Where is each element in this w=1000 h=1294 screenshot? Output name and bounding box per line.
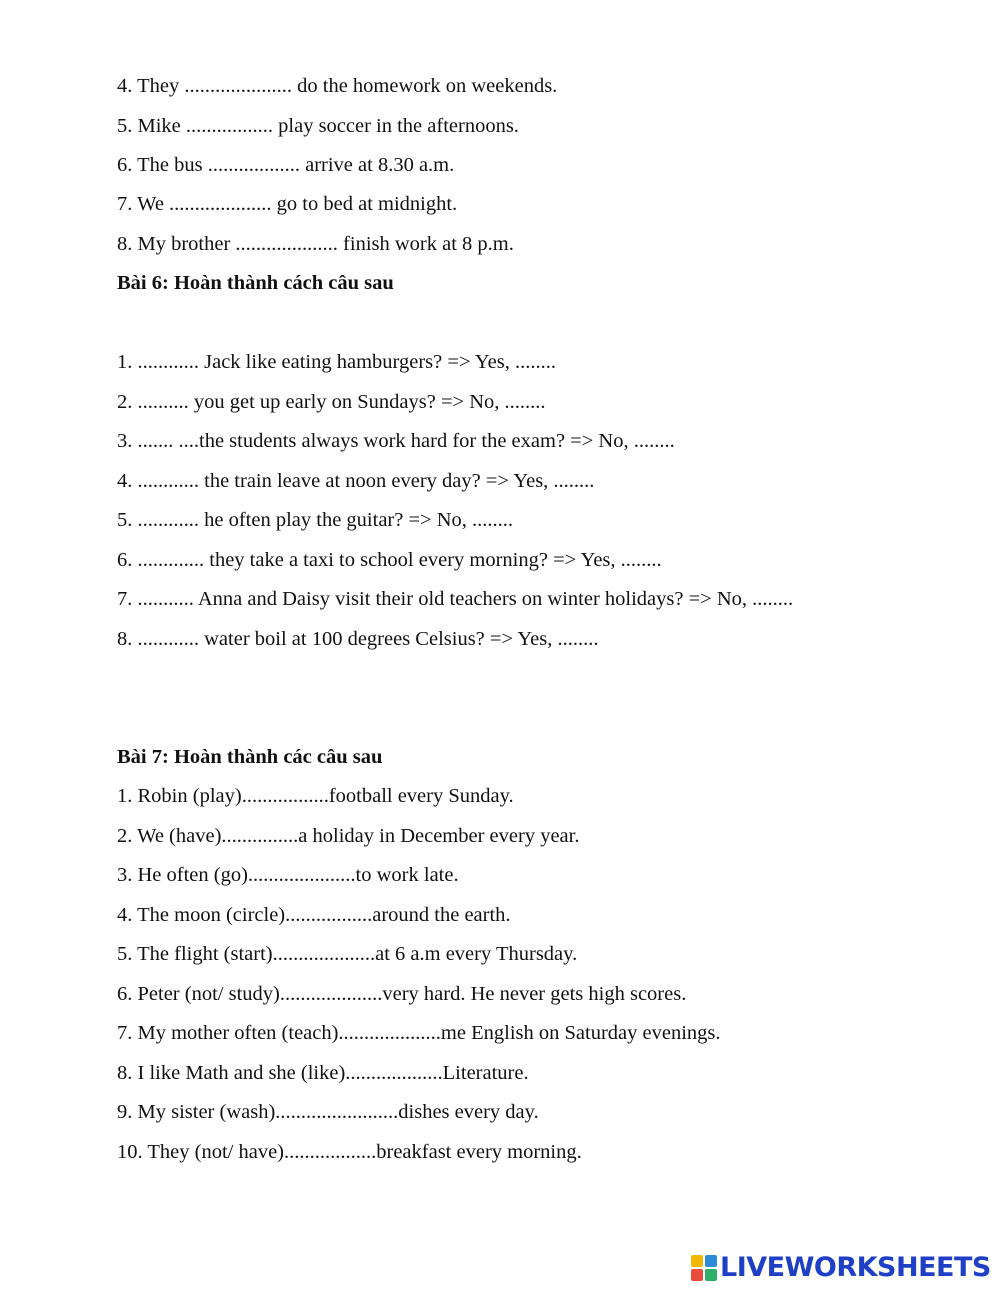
exercise-item: 9. My sister (wash)........................dishes every day. xyxy=(117,1101,539,1123)
logo-cell xyxy=(691,1269,703,1281)
exercise-item: 1. ............ Jack like eating hamburgers? => Yes, ........ xyxy=(117,351,556,373)
exercise-item: 4. ............ the train leave at noon every day? => Yes, ........ xyxy=(117,470,595,492)
exercise-item: 5. The flight (start)....................at 6 a.m every Thursday. xyxy=(117,943,578,965)
logo-cell xyxy=(691,1255,703,1267)
exercise-item: 4. They ..................... do the homework on weekends. xyxy=(117,75,558,97)
exercise-item: 5. ............ he often play the guitar? => No, ........ xyxy=(117,509,514,531)
exercise-item: 2. We (have)...............a holiday in December every year. xyxy=(117,825,580,847)
exercise-item: 5. Mike ................. play soccer in the afternoons. xyxy=(117,115,519,137)
section-6-title: Bài 6: Hoàn thành cách câu sau xyxy=(117,272,394,294)
exercise-item: 10. They (not/ have)..................breakfast every morning. xyxy=(117,1141,582,1163)
exercise-item: 8. ............ water boil at 100 degrees Celsius? => Yes, ........ xyxy=(117,628,599,650)
exercise-item: 6. ............. they take a taxi to school every morning? => Yes, ........ xyxy=(117,549,662,571)
liveworksheets-logo[interactable] xyxy=(691,1252,991,1284)
logo-icon xyxy=(691,1255,717,1281)
exercise-item: 7. We .................... go to bed at midnight. xyxy=(117,193,458,215)
exercise-item: 6. The bus .................. arrive at 8.30 a.m. xyxy=(117,154,455,176)
logo-cell xyxy=(705,1269,717,1281)
exercise-item: 6. Peter (not/ study)....................very hard. He never gets high scores. xyxy=(117,983,687,1005)
exercise-item: 8. My brother .................... finish work at 8 p.m. xyxy=(117,233,514,255)
exercise-item: 2. .......... you get up early on Sundays? => No, ........ xyxy=(117,391,546,413)
exercise-item: 8. I like Math and she (like)...................Literature. xyxy=(117,1062,529,1084)
brand-name: LIVEWORKSHEETS xyxy=(720,1252,991,1283)
exercise-item: 7. My mother often (teach)....................me English on Saturday evenings. xyxy=(117,1022,721,1044)
exercise-item: 7. ........... Anna and Daisy visit their old teachers on winter holidays? => No, ........ xyxy=(117,588,794,610)
logo-cell xyxy=(705,1255,717,1267)
exercise-item: 3. ....... ....the students always work hard for the exam? => No, ........ xyxy=(117,430,675,452)
exercise-item: 1. Robin (play).................football every Sunday. xyxy=(117,785,514,807)
exercise-item: 3. He often (go).....................to work late. xyxy=(117,864,459,886)
exercise-item: 4. The moon (circle).................around the earth. xyxy=(117,904,511,926)
section-7-title: Bài 7: Hoàn thành các câu sau xyxy=(117,746,383,768)
